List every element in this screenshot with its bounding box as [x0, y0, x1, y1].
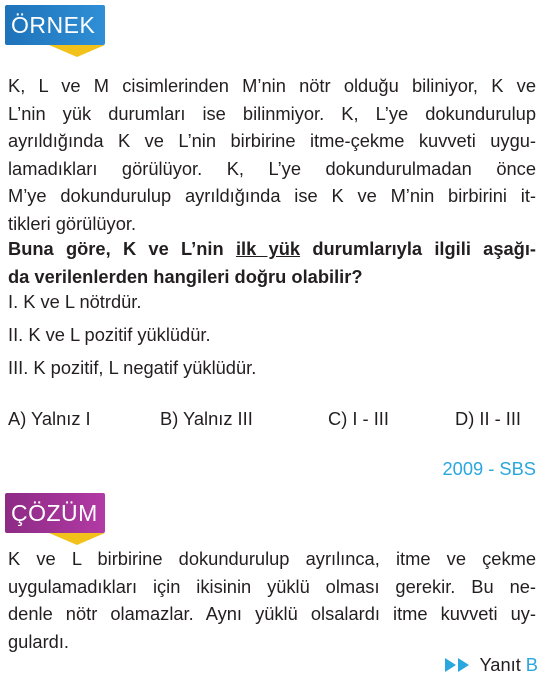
answer-letter: B — [525, 654, 538, 675]
solution-line: denle nötr olamazlar. Aynı yüklü olsalardı itme kuvveti uy- — [8, 603, 536, 624]
ornek-label: ÖRNEK — [11, 12, 96, 38]
solution-line: uygulamadıkları için ikisinin yüklü olması gerekir. Bu ne- — [8, 575, 536, 597]
question-line: L’nin yük durumları ise bilinmiyor. K, L’ye dokundurulup — [8, 102, 536, 124]
question-line: tikleri görülüyor. — [8, 212, 137, 234]
ornek-badge — [5, 5, 105, 55]
cozum-label: ÇÖZÜM — [11, 500, 98, 526]
prompt-underlined-text: ilk yük — [235, 238, 301, 259]
answer — [445, 654, 538, 676]
solution-line: gulardı. — [8, 630, 69, 652]
statement-ii: II. K ve L pozitif yüklüdür. — [8, 324, 211, 345]
solution-paragraph — [8, 545, 536, 655]
question-line: lamadıkları görülüyor. K, L’ye dokundurulmadan önce — [8, 157, 536, 179]
option-c[interactable]: C) I - III — [328, 408, 389, 429]
prompt-text: Buna göre, K ve L’nin — [8, 238, 236, 259]
prompt-line-2: da verilenlerden hangileri doğru olabilir? — [8, 265, 363, 287]
option-a[interactable]: A) Yalnız I — [8, 408, 91, 429]
option-d[interactable]: D) II - III — [455, 408, 522, 429]
statement-iii: III. K pozitif, L negatif yüklüdür. — [8, 357, 257, 378]
question-line: M’ye dokundurulup ayrıldığında ise K ve M’nin birbirini it- — [8, 185, 536, 206]
question-line: ayrıldığında K ve L’nin birbirine itme-çekme kuvveti uygu- — [8, 130, 536, 151]
option-b[interactable]: B) Yalnız III — [160, 408, 253, 429]
question-prompt — [8, 235, 536, 290]
source-label: 2009 - SBS — [442, 458, 536, 479]
cozum-badge — [5, 493, 105, 543]
answer-label: Yanıt — [479, 654, 521, 675]
statement-i: I. K ve L nötrdür. — [8, 291, 142, 312]
double-right-arrow-icon — [445, 658, 471, 672]
question-line: K, L ve M cisimlerinden M’nin nötr olduğu biliniyor, K ve — [8, 75, 536, 96]
solution-line: K ve L birbirine dokundurulup ayrılınca, itme ve çekme — [8, 548, 536, 569]
prompt-line-1 — [8, 235, 536, 263]
question-paragraph — [8, 72, 536, 237]
prompt-text: durumlarıyla ilgili aşağı- — [300, 238, 537, 259]
